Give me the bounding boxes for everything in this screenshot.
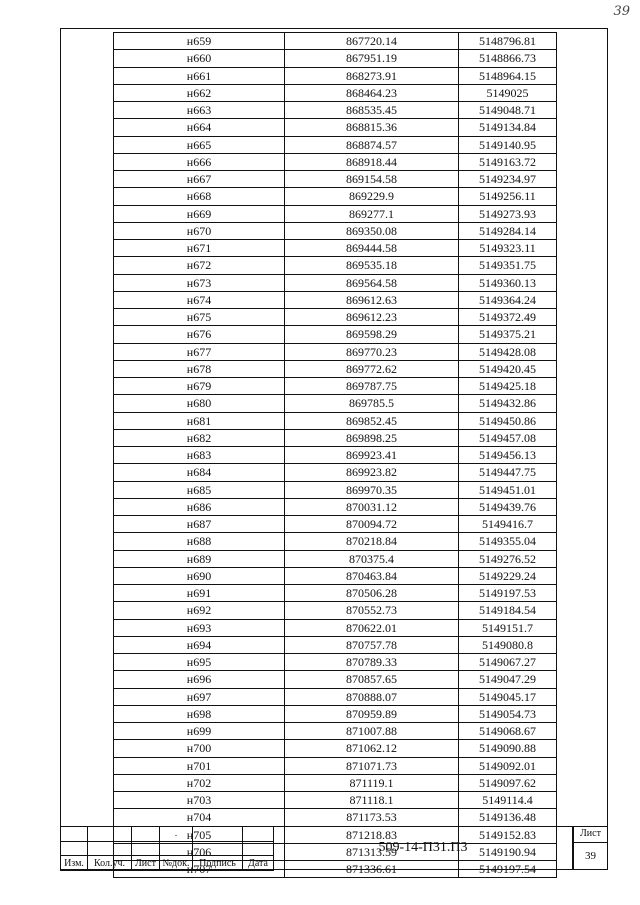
point-id: н705 <box>114 826 285 843</box>
table-row <box>114 33 557 50</box>
table-row <box>114 585 557 602</box>
x-coordinate: 869277.1 <box>285 205 459 222</box>
point-id: н662 <box>114 84 285 101</box>
table-row <box>114 274 557 291</box>
stamp-cell <box>160 827 193 842</box>
point-id: н686 <box>114 498 285 515</box>
point-id: н706 <box>114 843 285 860</box>
x-coordinate: 869787.75 <box>285 378 459 395</box>
table-row <box>114 481 557 498</box>
point-id: н664 <box>114 119 285 136</box>
table-row <box>114 774 557 791</box>
table-row <box>114 188 557 205</box>
y-coordinate: 5149351.75 <box>459 257 557 274</box>
y-coordinate: 5149375.21 <box>459 326 557 343</box>
x-coordinate: 870031.12 <box>285 498 459 515</box>
table-row <box>114 636 557 653</box>
y-coordinate: 5149054.73 <box>459 705 557 722</box>
point-id: н668 <box>114 188 285 205</box>
point-id: н663 <box>114 102 285 119</box>
coordinates-table <box>113 32 557 878</box>
point-id: н667 <box>114 171 285 188</box>
y-coordinate: 5149080.8 <box>459 636 557 653</box>
table-row <box>114 412 557 429</box>
point-id: н660 <box>114 50 285 67</box>
y-coordinate: 5149045.17 <box>459 688 557 705</box>
y-coordinate: 5149067.27 <box>459 654 557 671</box>
x-coordinate: 869535.18 <box>285 257 459 274</box>
table-row <box>114 533 557 550</box>
document-code: 509-14-П31.П3 <box>273 826 573 870</box>
point-id: н680 <box>114 395 285 412</box>
point-id: н685 <box>114 481 285 498</box>
x-coordinate: 868464.23 <box>285 84 459 101</box>
point-id: н675 <box>114 309 285 326</box>
x-coordinate: 868535.45 <box>285 102 459 119</box>
x-coordinate: 871118.1 <box>285 792 459 809</box>
y-coordinate: 5149047.29 <box>459 671 557 688</box>
y-coordinate: 5149256.11 <box>459 188 557 205</box>
table-row <box>114 222 557 239</box>
point-id: н703 <box>114 792 285 809</box>
point-id: н661 <box>114 67 285 84</box>
table-row <box>114 619 557 636</box>
x-coordinate: 871071.73 <box>285 757 459 774</box>
point-id: н689 <box>114 550 285 567</box>
x-coordinate: 869785.5 <box>285 395 459 412</box>
point-id: н673 <box>114 274 285 291</box>
table-row <box>114 705 557 722</box>
table-row <box>114 792 557 809</box>
y-coordinate: 5149184.54 <box>459 602 557 619</box>
point-id: н702 <box>114 774 285 791</box>
table-row <box>114 447 557 464</box>
stamp-dot: . <box>174 828 178 839</box>
x-coordinate: 869612.63 <box>285 291 459 308</box>
table-row <box>114 602 557 619</box>
x-coordinate: 868815.36 <box>285 119 459 136</box>
point-id: н699 <box>114 723 285 740</box>
point-id: н697 <box>114 688 285 705</box>
y-coordinate: 5149439.76 <box>459 498 557 515</box>
point-id: н694 <box>114 636 285 653</box>
y-coordinate: 5149447.75 <box>459 464 557 481</box>
header-list: Лист <box>132 856 160 871</box>
y-coordinate: 5149323.11 <box>459 240 557 257</box>
table-row <box>114 671 557 688</box>
point-id: н679 <box>114 378 285 395</box>
point-id: н665 <box>114 136 285 153</box>
y-coordinate: 5149068.67 <box>459 723 557 740</box>
table-row <box>114 153 557 170</box>
y-coordinate: 5149114.4 <box>459 792 557 809</box>
revision-grid <box>60 826 274 871</box>
y-coordinate: 5149416.7 <box>459 516 557 533</box>
point-id: н687 <box>114 516 285 533</box>
x-coordinate: 869350.08 <box>285 222 459 239</box>
table-row <box>114 50 557 67</box>
x-coordinate: 870552.73 <box>285 602 459 619</box>
x-coordinate: 869970.35 <box>285 481 459 498</box>
handwritten-page-number: 39 <box>613 4 630 19</box>
point-id: н707 <box>114 861 285 878</box>
y-coordinate: 5149420.45 <box>459 360 557 377</box>
stamp-cell <box>243 841 274 856</box>
y-coordinate: 5149360.13 <box>459 274 557 291</box>
y-coordinate: 5149355.04 <box>459 533 557 550</box>
y-coordinate: 5149048.71 <box>459 102 557 119</box>
x-coordinate: 869564.58 <box>285 274 459 291</box>
y-coordinate: 5149090.88 <box>459 740 557 757</box>
y-coordinate: 5149140.95 <box>459 136 557 153</box>
x-coordinate: 870463.84 <box>285 567 459 584</box>
header-doc-number: №док. <box>160 856 193 871</box>
y-coordinate: 5148796.81 <box>459 33 557 50</box>
sheet-box <box>573 826 608 870</box>
x-coordinate: 871119.1 <box>285 774 459 791</box>
stamp-cell <box>61 841 88 856</box>
table-row <box>114 498 557 515</box>
y-coordinate: 5149229.24 <box>459 567 557 584</box>
y-coordinate: 5149273.93 <box>459 205 557 222</box>
point-id: н693 <box>114 619 285 636</box>
table-row <box>114 516 557 533</box>
y-coordinate: 5149152.83 <box>459 826 557 843</box>
x-coordinate: 869923.41 <box>285 447 459 464</box>
header-kol-uch: Кол.уч. <box>88 856 132 871</box>
point-id: н700 <box>114 740 285 757</box>
x-coordinate: 870218.84 <box>285 533 459 550</box>
table-row <box>114 809 557 826</box>
table-row <box>114 291 557 308</box>
table-row <box>114 360 557 377</box>
table-row <box>114 550 557 567</box>
stamp-cell <box>88 827 132 842</box>
x-coordinate: 870622.01 <box>285 619 459 636</box>
x-coordinate: 870789.33 <box>285 654 459 671</box>
stamp-cell <box>243 827 274 842</box>
y-coordinate: 5149134.84 <box>459 119 557 136</box>
point-id: н692 <box>114 602 285 619</box>
table-row <box>114 102 557 119</box>
y-coordinate: 5149425.18 <box>459 378 557 395</box>
y-coordinate: 5149276.52 <box>459 550 557 567</box>
y-coordinate: 5148866.73 <box>459 50 557 67</box>
table-row <box>114 654 557 671</box>
x-coordinate: 870857.65 <box>285 671 459 688</box>
table-row <box>114 567 557 584</box>
x-coordinate: 870506.28 <box>285 585 459 602</box>
table-row <box>114 257 557 274</box>
x-coordinate: 870888.07 <box>285 688 459 705</box>
sheet-number: 39 <box>585 850 596 862</box>
table-row <box>114 326 557 343</box>
point-id: н701 <box>114 757 285 774</box>
header-izm: Изм. <box>61 856 88 871</box>
point-id: н690 <box>114 567 285 584</box>
y-coordinate: 5149092.01 <box>459 757 557 774</box>
x-coordinate: 871336.61 <box>285 861 459 878</box>
x-coordinate: 871218.83 <box>285 826 459 843</box>
point-id: н674 <box>114 291 285 308</box>
y-coordinate: 5149432.86 <box>459 395 557 412</box>
x-coordinate: 868273.91 <box>285 67 459 84</box>
stamp-cell <box>132 827 160 842</box>
point-id: н659 <box>114 33 285 50</box>
y-coordinate: 5149451.01 <box>459 481 557 498</box>
y-coordinate: 5149457.08 <box>459 429 557 446</box>
y-coordinate: 5149097.62 <box>459 774 557 791</box>
table-row <box>114 757 557 774</box>
header-signature: Подпись <box>193 856 243 871</box>
point-id: н669 <box>114 205 285 222</box>
point-id: н684 <box>114 464 285 481</box>
y-coordinate: 5149025 <box>459 84 557 101</box>
point-id: н672 <box>114 257 285 274</box>
point-id: н695 <box>114 654 285 671</box>
y-coordinate: 5149197.54 <box>459 861 557 878</box>
point-id: н688 <box>114 533 285 550</box>
y-coordinate: 5149136.48 <box>459 809 557 826</box>
table-row <box>114 84 557 101</box>
point-id: н676 <box>114 326 285 343</box>
x-coordinate: 871062.12 <box>285 740 459 757</box>
point-id: н678 <box>114 360 285 377</box>
y-coordinate: 5149234.97 <box>459 171 557 188</box>
stamp-cell <box>160 841 193 856</box>
table-row <box>114 343 557 360</box>
x-coordinate: 867720.14 <box>285 33 459 50</box>
x-coordinate: 867951.19 <box>285 50 459 67</box>
x-coordinate: 869770.23 <box>285 343 459 360</box>
stamp-cell <box>193 841 243 856</box>
point-id: н670 <box>114 222 285 239</box>
y-coordinate: 5149284.14 <box>459 222 557 239</box>
x-coordinate: 869444.58 <box>285 240 459 257</box>
y-coordinate: 5149450.86 <box>459 412 557 429</box>
x-coordinate: 871313.59 <box>285 843 459 860</box>
table-row <box>114 67 557 84</box>
table-row <box>114 464 557 481</box>
table-row <box>114 240 557 257</box>
x-coordinate: 870094.72 <box>285 516 459 533</box>
y-coordinate: 5149197.53 <box>459 585 557 602</box>
table-row <box>114 136 557 153</box>
x-coordinate: 869772.62 <box>285 360 459 377</box>
table-row <box>114 395 557 412</box>
header-date: Дата <box>243 856 274 871</box>
x-coordinate: 869598.29 <box>285 326 459 343</box>
x-coordinate: 869154.58 <box>285 171 459 188</box>
y-coordinate: 5149456.13 <box>459 447 557 464</box>
x-coordinate: 870375.4 <box>285 550 459 567</box>
y-coordinate: 5149364.24 <box>459 291 557 308</box>
table-row <box>114 740 557 757</box>
table-row <box>114 688 557 705</box>
point-id: н682 <box>114 429 285 446</box>
point-id: н681 <box>114 412 285 429</box>
point-id: н666 <box>114 153 285 170</box>
table-row <box>114 309 557 326</box>
x-coordinate: 869229.9 <box>285 188 459 205</box>
x-coordinate: 871007.88 <box>285 723 459 740</box>
stamp-cell <box>132 841 160 856</box>
x-coordinate: 870757.78 <box>285 636 459 653</box>
point-id: н704 <box>114 809 285 826</box>
y-coordinate: 5149151.7 <box>459 619 557 636</box>
x-coordinate: 869612.23 <box>285 309 459 326</box>
x-coordinate: 869923.82 <box>285 464 459 481</box>
point-id: н671 <box>114 240 285 257</box>
point-id: н691 <box>114 585 285 602</box>
x-coordinate: 869898.25 <box>285 429 459 446</box>
y-coordinate: 5149163.72 <box>459 153 557 170</box>
x-coordinate: 868874.57 <box>285 136 459 153</box>
table-row <box>114 429 557 446</box>
table-row <box>114 378 557 395</box>
x-coordinate: 869852.45 <box>285 412 459 429</box>
stamp-cell <box>88 841 132 856</box>
point-id: н698 <box>114 705 285 722</box>
table-row <box>114 171 557 188</box>
table-row <box>114 119 557 136</box>
title-block <box>60 826 608 870</box>
point-id: н683 <box>114 447 285 464</box>
point-id: н677 <box>114 343 285 360</box>
x-coordinate: 868918.44 <box>285 153 459 170</box>
y-coordinate: 5149428.08 <box>459 343 557 360</box>
table-row <box>114 205 557 222</box>
x-coordinate: 870959.89 <box>285 705 459 722</box>
table-row <box>114 723 557 740</box>
point-id: н696 <box>114 671 285 688</box>
stamp-cell <box>61 827 88 842</box>
stamp-cell <box>193 827 243 842</box>
y-coordinate: 5149190.94 <box>459 843 557 860</box>
y-coordinate: 5149372.49 <box>459 309 557 326</box>
x-coordinate: 871173.53 <box>285 809 459 826</box>
sheet-label: Лист <box>574 827 607 843</box>
y-coordinate: 5148964.15 <box>459 67 557 84</box>
